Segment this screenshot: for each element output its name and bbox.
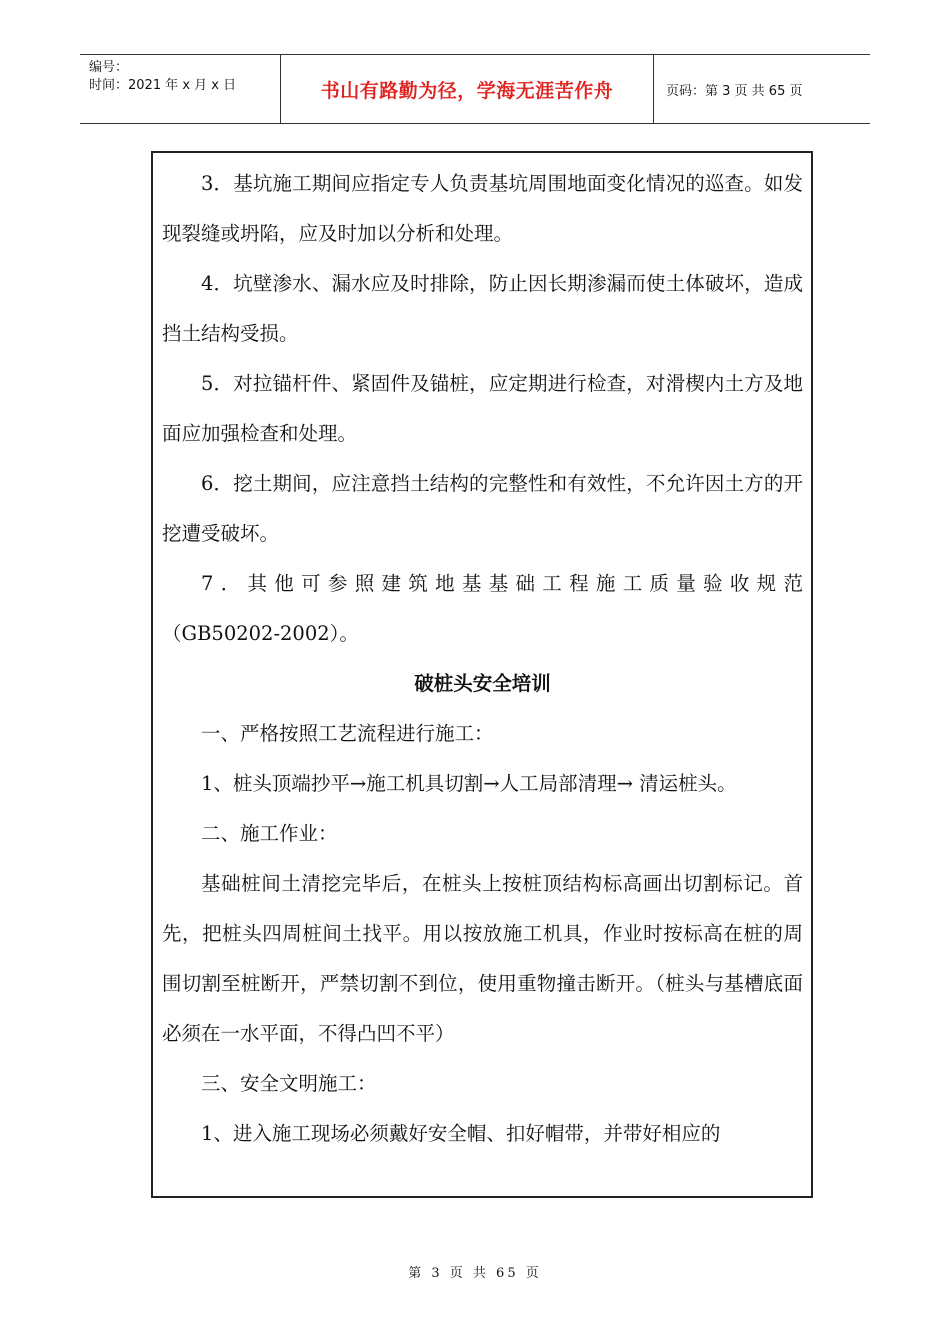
operation-text: 基础桩间土清挖完毕后，在桩头上按桩顶结构标高画出切割标记。首先，把桩头四周桩间土找平。用以按放施工机具，作业时按标高在桩的周围切割至桩断开，严禁切割不到位，使用重物撞击断开。（桩头与基槽底面必须在一水平面，不得凸凹不平） <box>162 872 803 1045</box>
page-header <box>80 54 870 124</box>
paragraph-item-7-line2: （GB50202-2002）。 <box>162 622 359 645</box>
paragraph-item-5: 5．对拉锚杆件、紧固件及锚桩，应定期进行检查，对滑楔内土方及地面应加强检查和处理。 <box>162 372 803 445</box>
page-footer: 第 3 页 共 65 页 <box>408 1266 542 1281</box>
paragraph-item-6: 6．挖土期间，应注意挡土结构的完整性和有效性，不允许因土方的开挖遭受破坏。 <box>162 472 803 545</box>
heading-process: 一、严格按照工艺流程进行施工： <box>201 722 494 745</box>
header-meta <box>80 55 281 123</box>
safety-item-1: 1、进入施工现场必须戴好安全帽、扣好帽带，并带好相应的 <box>201 1122 721 1145</box>
header-page-info: 页码：第 3 页 共 65 页 <box>666 83 803 99</box>
section-title: 破桩头安全培训 <box>414 672 551 695</box>
document-number-label: 编号： <box>89 60 129 75</box>
document-body <box>151 151 813 1198</box>
header-motto: 书山有路勤为径，学海无涯苦作舟 <box>281 55 654 123</box>
heading-operation: 二、施工作业： <box>201 822 338 845</box>
paragraph-item-3: 3．基坑施工期间应指定专人负责基坑周围地面变化情况的巡查。如发现裂缝或坍陷，应及时加以分析和处理。 <box>162 172 803 245</box>
heading-safety: 三、安全文明施工： <box>201 1072 377 1095</box>
document-time-label: 时间：2021 年 x 月 x 日 <box>89 78 237 93</box>
process-flow-text: 1、桩头顶端抄平→施工机具切割→人工局部清理→ 清运桩头。 <box>201 772 737 795</box>
paragraph-item-4: 4．坑壁渗水、漏水应及时排除，防止因长期渗漏而使土体破坏，造成挡土结构受损。 <box>162 272 803 345</box>
paragraph-item-7-line1: 7．其他可参照建筑地基基础工程施工质量验收规范 <box>201 572 803 595</box>
